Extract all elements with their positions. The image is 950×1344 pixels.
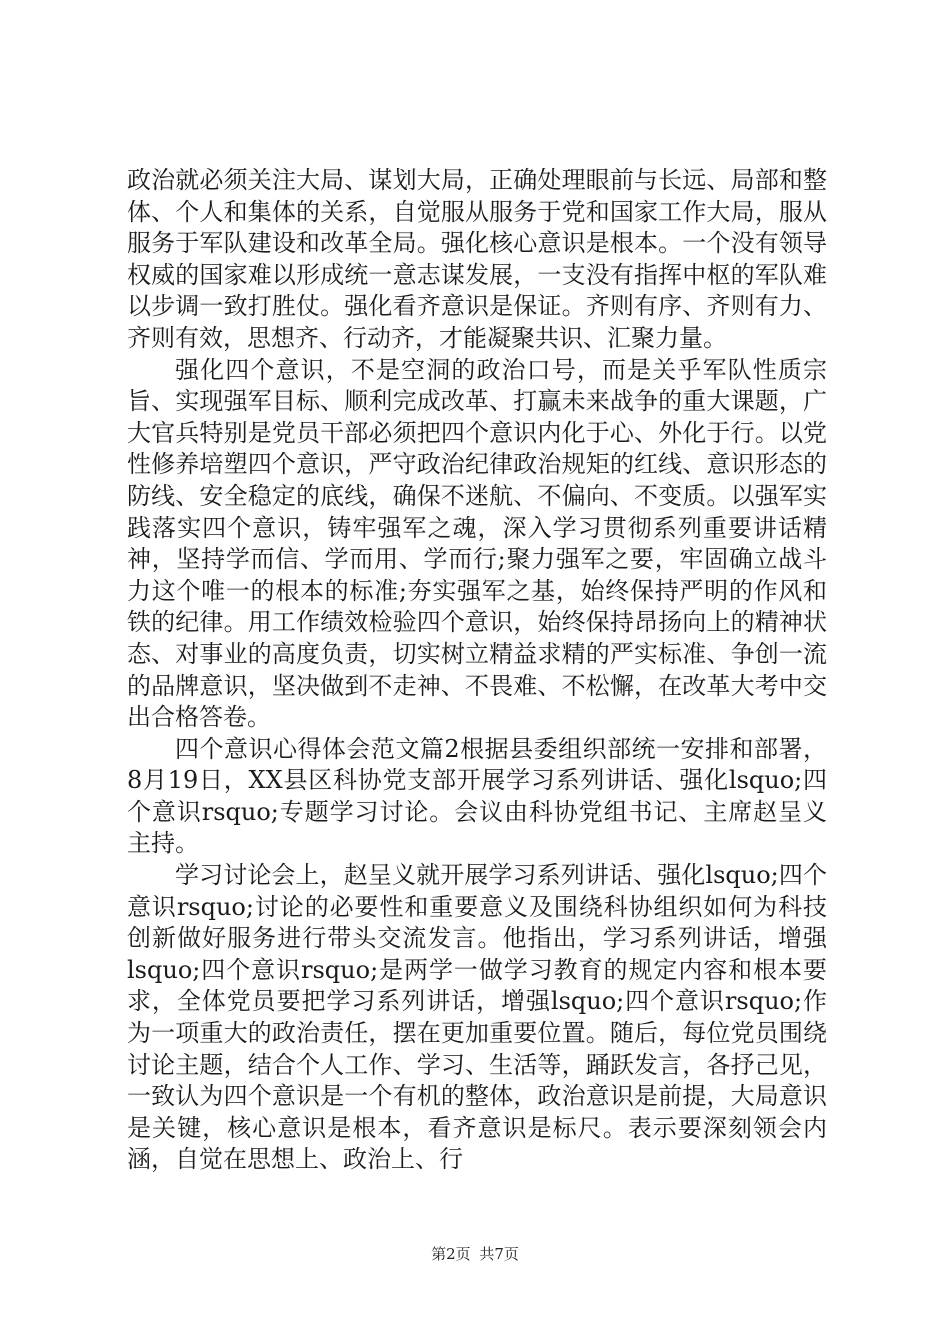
paragraph-1: 政治就必须关注大局、谋划大局，正确处理眼前与长远、局部和整体、个人和集体的关系，自觉服从服务于党和国家工作大局，服从服务于军队建设和改革全局。强化核心意识是根本。一个没有领导权威的国家难以形成统一意志谋发展，一支没有指挥中枢的军队难以步调一致打胜仗。强化看齐意识是保证。齐则有序、齐则有力、齐则有效，思想齐、行动齐，才能凝聚共识、汇聚力量。: [127, 166, 827, 352]
page-number-footer: 第2页 共7页: [431, 1245, 519, 1263]
document-body: [127, 165, 827, 1176]
paragraph-2: 强化四个意识，不是空洞的政治口号，而是关乎军队性质宗旨、实现强军目标、顺利完成改革、打赢未来战争的重大课题，广大官兵特别是党员干部必须把四个意识内化于心、外化于行。以党性修养培塑四个意识，严守政治纪律政治规矩的红线、意识形态的防线、安全稳定的底线，确保不迷航、不偏向、不变质。以强军实践落实四个意识，铸牢强军之魂，深入学习贯彻系列重要讲话精神，坚持学而信、学而用、学而行;聚力强军之要，牢固确立战斗力这个唯一的根本的标准;夯实强军之基，始终保持严明的作风和铁的纪律。用工作绩效检验四个意识，始终保持昂扬向上的精神状态、对事业的高度负责，切实树立精益求精的严实标准、争创一流的品牌意识，坚决做到不走神、不畏难、不松懈，在改革大考中交出合格答卷。: [127, 355, 827, 732]
paragraph-3: 四个意识心得体会范文篇2根据县委组织部统一安排和部署，8月19日，XX县区科协党支部开展学习系列讲话、强化lsquo;四个意识rsquo;专题学习讨论。会议由科协党组书记、主席赵呈义主持。: [127, 734, 827, 858]
paragraph-4: 学习讨论会上，赵呈义就开展学习系列讲话、强化lsquo;四个意识rsquo;讨论的必要性和重要意义及围绕科协组织如何为科技创新做好服务进行带头交流发言。他指出，学习系列讲话，增强lsquo;四个意识rsquo;是两学一做学习教育的规定内容和根本要求，全体党员要把学习系列讲话，增强lsquo;四个意识rsquo;作为一项重大的政治责任，摆在更加重要位置。随后，每位党员围绕讨论主题，结合个人工作、学习、生活等，踊跃发言，各抒己见，一致认为四个意识是一个有机的整体，政治意识是前提，大局意识是关键，核心意识是根本，看齐意识是标尺。表示要深刻领会内涵，自觉在思想上、政治上、行: [127, 861, 827, 1174]
